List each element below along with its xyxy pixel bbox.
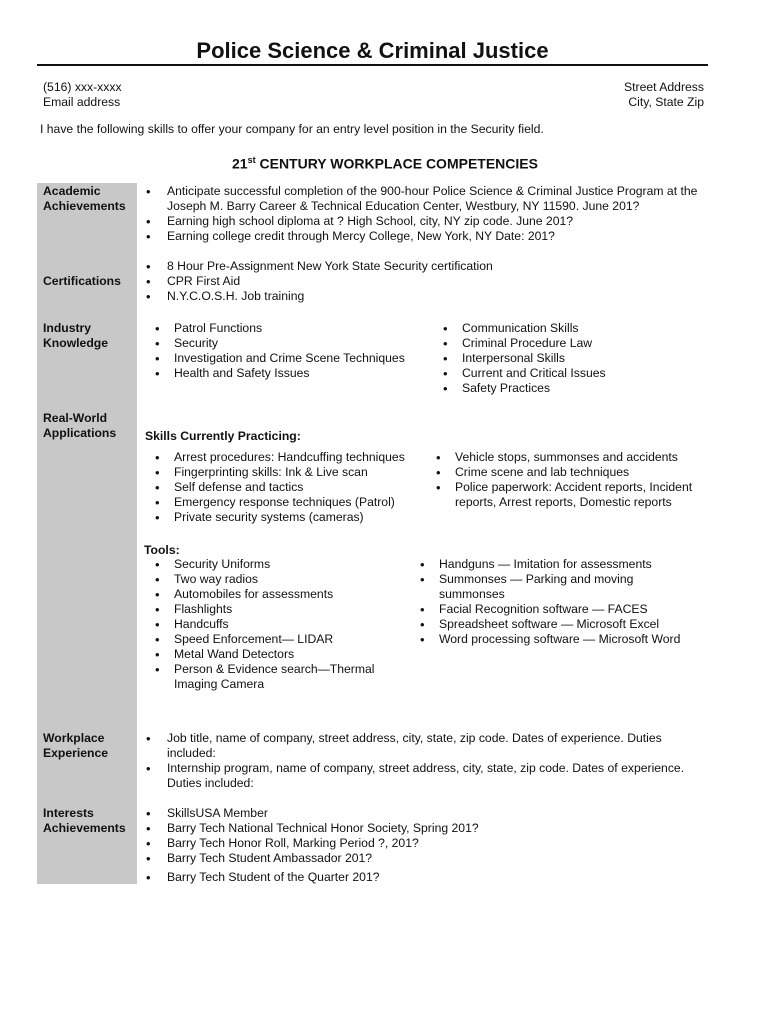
list-item: • Speed Enforcement— LIDAR — [153, 632, 398, 647]
page-title: Police Science & Criminal Justice — [196, 38, 549, 63]
email-address: Email address — [43, 95, 121, 109]
list-item: • Police paperwork: Accident reports, Incident reports, Arrest reports, Domestic reports — [434, 480, 714, 510]
list-item: • Barry Tech National Technical Honor Society, Spring 201? — [144, 821, 704, 836]
workplace-label — [43, 731, 108, 761]
interests-label-line2: Achievements — [43, 821, 126, 835]
list-item: • Facial Recognition software — FACES — [418, 602, 708, 617]
skills-list-right — [434, 450, 714, 510]
list-item: • Barry Tech Honor Roll, Marking Period ?, 201? — [144, 836, 704, 851]
list-item: • Criminal Procedure Law — [441, 336, 711, 351]
title-divider — [37, 64, 708, 66]
list-item: • Arrest procedures: Handcuffing techniques — [153, 450, 428, 465]
list-item: • Two way radios — [153, 572, 398, 587]
tools-list-right — [418, 557, 708, 647]
tools-list-left — [153, 557, 398, 692]
list-item: • Handcuffs — [153, 617, 398, 632]
list-item: • Fingerprinting skills: Ink & Live scan — [153, 465, 428, 480]
skills-heading: Skills Currently Practicing: — [145, 429, 301, 443]
list-item: • N.Y.C.O.S.H. Job training — [144, 289, 704, 304]
industry-list-right — [441, 321, 711, 396]
list-item: • Crime scene and lab techniques — [434, 465, 714, 480]
competencies-heading-suffix: st — [247, 155, 256, 165]
phone-number: (516) xxx-xxxx — [43, 80, 122, 94]
industry-list-left — [153, 321, 433, 381]
list-item: • Earning high school diploma at ? High School, city, NY zip code. June 201? — [144, 214, 704, 229]
list-item: • Job title, name of company, street address, city, state, zip code. Dates of experience. Duties included: — [144, 731, 710, 761]
list-item: • Health and Safety Issues — [153, 366, 433, 381]
list-item: • Barry Tech Student Ambassador 201? — [144, 851, 704, 866]
interests-label-line1: Interests — [43, 806, 94, 820]
list-item: • Summonses — Parking and moving summonses — [418, 572, 654, 602]
academic-label — [43, 184, 126, 214]
street-address: Street Address — [624, 80, 704, 94]
list-item: • Internship program, name of company, street address, city, state, zip code. Dates of experience. Duties included: — [144, 761, 710, 791]
list-item: • Security Uniforms — [153, 557, 398, 572]
workplace-list — [144, 731, 710, 791]
workplace-label-line2: Experience — [43, 746, 109, 760]
academic-list — [144, 184, 704, 244]
competencies-heading-text: CENTURY WORKPLACE COMPETENCIES — [255, 155, 538, 172]
contact-info-left — [43, 80, 122, 110]
list-item: • 8 Hour Pre-Assignment New York State Security certification — [144, 259, 704, 274]
list-item: • Word processing software — Microsoft Word — [418, 632, 708, 647]
tools-heading: Tools: — [144, 543, 180, 557]
list-item: • Current and Critical Issues — [441, 366, 711, 381]
list-item: • Handguns — Imitation for assessments — [418, 557, 708, 572]
realworld-label-line1: Real-World — [43, 411, 108, 425]
certifications-label — [43, 274, 121, 289]
list-item: • Spreadsheet software — Microsoft Excel — [418, 617, 708, 632]
industry-label-line2: Knowledge — [43, 336, 109, 350]
list-item: • Safety Practices — [441, 381, 711, 396]
realworld-label — [43, 411, 116, 441]
interests-label — [43, 806, 126, 836]
list-item: • Automobiles for assessments — [153, 587, 398, 602]
list-item: • Person & Evidence search—Thermal Imaging Camera — [153, 662, 398, 692]
list-item: • Barry Tech Student of the Quarter 201? — [144, 870, 704, 885]
academic-label-line1: Academic — [43, 184, 101, 198]
certifications-list — [144, 259, 704, 304]
contact-info-right — [624, 80, 704, 110]
list-item: • Vehicle stops, summonses and accidents — [434, 450, 714, 465]
list-item: • Patrol Functions — [153, 321, 433, 336]
list-item: • Anticipate successful completion of the 900-hour Police Science & Criminal Justice Program at the Joseph M. Barry Career & Technical Education Center, Westbury, NY 11590. June 201? — [144, 184, 704, 214]
industry-label-line1: Industry — [43, 321, 92, 335]
list-item: • Flashlights — [153, 602, 398, 617]
list-item: • CPR First Aid — [144, 274, 704, 289]
list-item: • Security — [153, 336, 433, 351]
list-item: • Emergency response techniques (Patrol) — [153, 495, 428, 510]
list-item: • Communication Skills — [441, 321, 711, 336]
competencies-heading-number: 21 — [232, 155, 248, 172]
list-item: • Private security systems (cameras) — [153, 510, 428, 525]
realworld-label-line2: Applications — [43, 426, 117, 440]
academic-label-line2: Achievements — [43, 199, 126, 213]
certifications-label-text: Certifications — [43, 274, 121, 288]
list-item: • Self defense and tactics — [153, 480, 428, 495]
list-item: • Metal Wand Detectors — [153, 647, 398, 662]
list-item: • SkillsUSA Member — [144, 806, 704, 821]
skills-list-left — [153, 450, 428, 525]
industry-label — [43, 321, 108, 351]
list-item: • Earning college credit through Mercy College, New York, NY Date: 201? — [144, 229, 704, 244]
competencies-heading — [0, 151, 770, 173]
interests-list — [144, 806, 704, 885]
list-item: • Interpersonal Skills — [441, 351, 711, 366]
workplace-label-line1: Workplace — [43, 731, 105, 745]
list-item: • Investigation and Crime Scene Techniques — [153, 351, 433, 366]
objective-statement: I have the following skills to offer your company for an entry level position in the Security field. — [40, 122, 544, 136]
city-state-zip: City, State Zip — [628, 95, 704, 109]
